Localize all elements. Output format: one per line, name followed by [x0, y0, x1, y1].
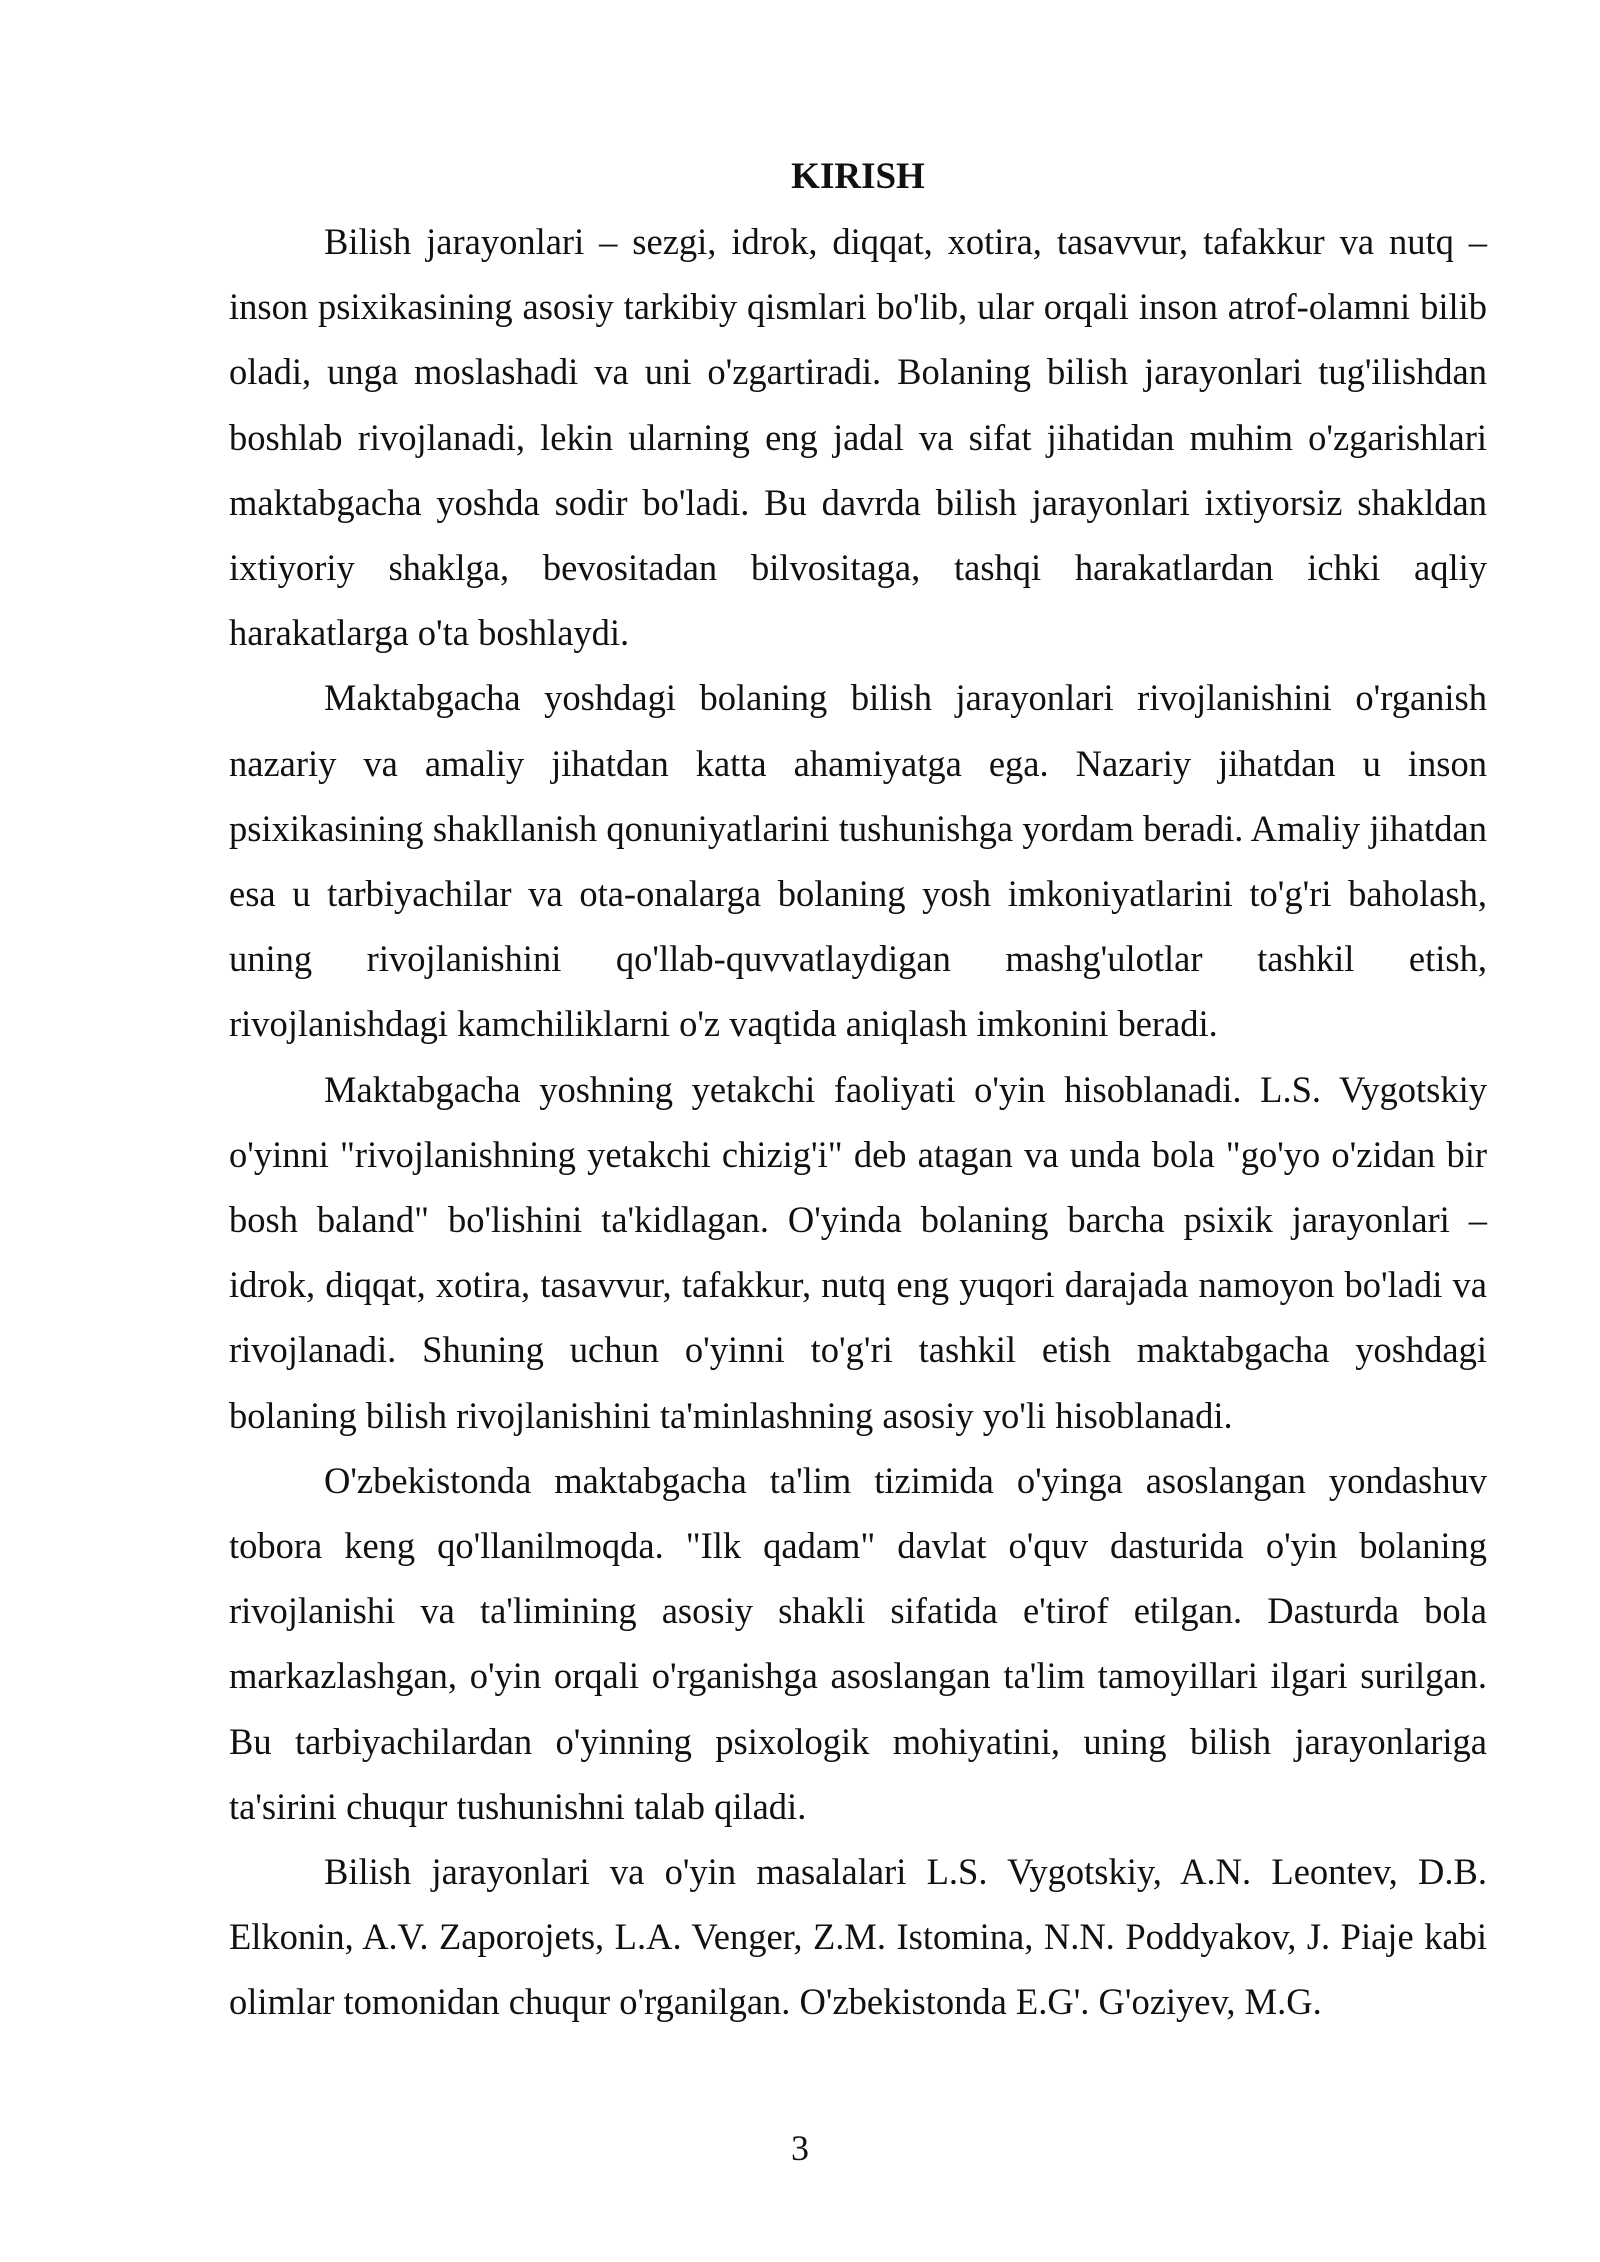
section-title: KIRISH [791, 156, 925, 197]
paragraph-5: Bilish jarayonlari va o'yin masalalari L.S. Vygotskiy, A.N. Leontev, D.B. Elkonin, A.V. Zaporojets, L.A. Venger, Z.M. Istomina, N.N. Poddyakov, J. Piaje kabi olimlar tomonidan chuqur o'rganilgan. O'zbekistonda E.G'. G'oziyev, M.G. [229, 1851, 1487, 2023]
paragraph-3: Maktabgacha yoshning yetakchi faoliyati o'yin hisoblanadi. L.S. Vygotskiy o'yinni "rivojlanishning yetakchi chizig'i" deb atagan va unda bola "go'yo o'zidan bir bosh baland" bo'lishini ta'kidlagan. O'yinda bolaning barcha psixik jarayonlari – idrok, diqqat, xotira, tasavvur, tafakkur, nutq eng yuqori darajada namoyon bo'ladi va rivojlanadi. Shuning uchun o'yinni to'g'ri tashkil etish maktabgacha yoshdagi bolaning bilish rivojlanishini ta'minlashning asosiy yo'li hisoblanadi. [229, 1068, 1487, 1436]
paragraph-2: Maktabgacha yoshdagi bolaning bilish jarayonlari rivojlanishini o'rganish nazariy va amaliy jihatdan katta ahamiyatga ega. Nazariy jihatdan u inson psixikasining shakllanish qonuniyatlarini tushunishga yordam beradi. Amaliy jihatdan esa u tarbiyachilar va ota-onalarga bolaning yosh imkoniyatlarini to'g'ri baholash, uning rivojlanishini qo'llab-quvvatlaydigan mashg'ulotlar tashkil etish, rivojlanishdagi kamchiliklarni o'z vaqtida aniqlash imkonini beradi. [229, 677, 1487, 1045]
page-number: 3 [791, 2128, 809, 2168]
paragraph-4: O'zbekistonda maktabgacha ta'lim tizimida o'yinga asoslangan yondashuv tobora keng qo'llanilmoqda. "Ilk qadam" davlat o'quv dasturida o'yin bolaning rivojlanishi va ta'limining asosiy shakli sifatida e'tirof etilgan. Dasturda bola markazlashgan, o'yin orqali o'rganishga asoslangan ta'lim tamoyillari ilgari surilgan. Bu tarbiyachilardan o'yinning psixologik mohiyatini, uning bilish jarayonlariga ta'sirini chuqur tushunishni talab qiladi. [229, 1459, 1487, 1827]
page-content [229, 144, 1487, 2035]
paragraph-1: Bilish jarayonlari – sezgi, idrok, diqqat, xotira, tasavvur, tafakkur va nutq – inson psixikasining asosiy tarkibiy qismlari bo'lib, ular orqali inson atrof-olamni bilib oladi, unga moslashadi va uni o'zgartiradi. Bolaning bilish jarayonlari tug'ilishdan boshlab rivojlanadi, lekin ularning eng jadal va sifat jihatidan muhim o'zgarishlari maktabgacha yoshda sodir bo'ladi. Bu davrda bilish jarayonlari ixtiyorsiz shakldan ixtiyoriy shaklga, bevositadan bilvositaga, tashqi harakatlardan ichki aqliy harakatlarga o'ta boshlaydi. [229, 221, 1487, 654]
